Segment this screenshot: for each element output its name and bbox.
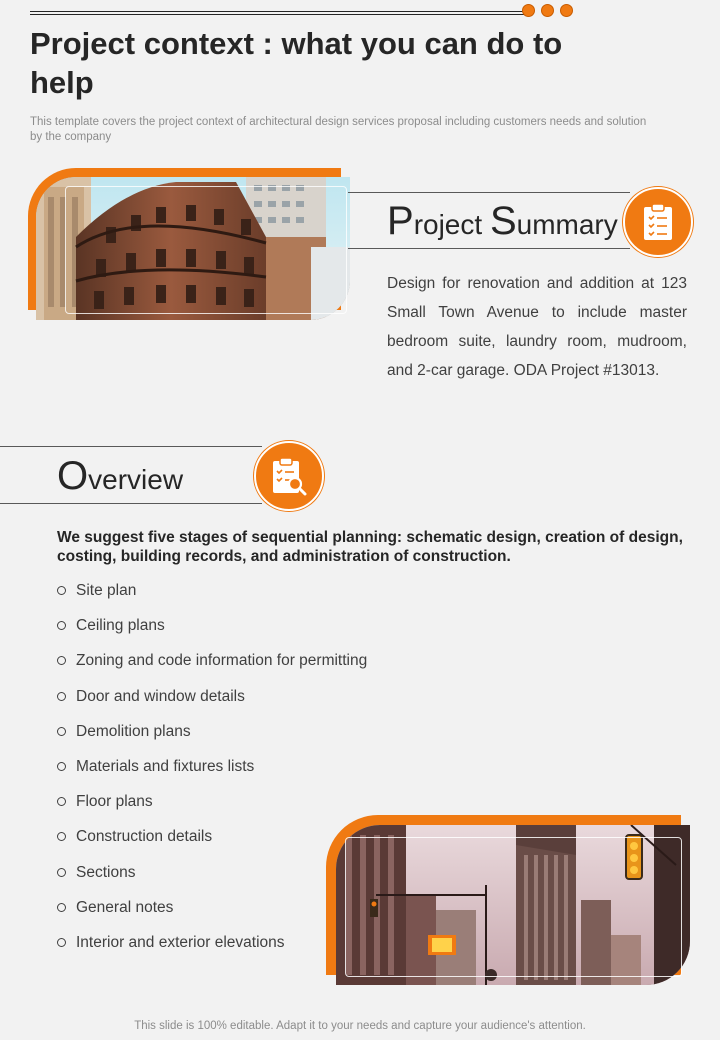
bullet-icon: [57, 797, 66, 806]
list-item-text: Sections: [76, 863, 136, 881]
street-photo-inner-border: [345, 837, 682, 977]
bullet-icon: [57, 586, 66, 595]
list-item: [57, 819, 367, 854]
list-item-text: Door and window details: [76, 687, 245, 705]
list-item: [57, 749, 367, 784]
bullet-icon: [57, 762, 66, 771]
overview-heading-rest: verview: [88, 464, 184, 495]
bullet-icon: [57, 621, 66, 630]
overview-rule-top: [0, 446, 262, 447]
list-item-text: Demolition plans: [76, 722, 191, 740]
header-rule-top: [30, 11, 525, 12]
list-item: [57, 643, 367, 678]
list-item: [57, 890, 367, 925]
summary-heading-rest1: roject: [413, 209, 490, 240]
deliverables-list: [57, 573, 367, 960]
clipboard-checklist-icon: [623, 187, 693, 257]
list-item: [57, 608, 367, 643]
list-item-text: Construction details: [76, 828, 213, 846]
bullet-icon: [57, 868, 66, 877]
bullet-icon: [57, 656, 66, 665]
list-item: [57, 784, 367, 819]
decor-dot-2: [541, 4, 554, 17]
bullet-icon: [57, 832, 66, 841]
list-item: [57, 679, 367, 714]
bullet-icon: [57, 692, 66, 701]
bullet-icon: [57, 903, 66, 912]
summary-heading-cap2: S: [489, 199, 517, 243]
summary-heading: [387, 199, 618, 243]
list-item-text: Materials and fixtures lists: [76, 757, 255, 775]
summary-text: Design for renovation and addition at 123 Small Town Avenue to include master bedroom suite, laundry room, mudroom, and 2-car garage. ODA Project #13013.: [387, 275, 687, 379]
list-item-text: Site plan: [76, 582, 137, 599]
overview-lead: We suggest five stages of sequential planning: schematic design, creation of design, costing, building records, and administration of construction.: [57, 529, 683, 565]
overview-heading: [57, 454, 184, 498]
bullet-icon: [57, 727, 66, 736]
list-item-text: Zoning and code information for permitting: [76, 652, 368, 670]
list-item: [57, 925, 367, 960]
decor-dot-1: [522, 4, 535, 17]
decor-dot-3: [560, 4, 573, 17]
header-rule-bottom: [30, 14, 525, 15]
list-item-text: General notes: [76, 898, 174, 916]
page-subtitle: This template covers the project context of architectural design services proposal including customers needs and solution by the company: [30, 116, 647, 143]
bullet-icon: [57, 938, 66, 947]
summary-heading-cap1: P: [387, 199, 414, 243]
list-item: [57, 714, 367, 749]
summary-heading-rest2: ummary: [516, 209, 618, 240]
overview-rule-bottom: [0, 503, 262, 504]
list-item-text: Interior and exterior elevations: [76, 933, 285, 951]
photo-inner-border: [65, 186, 347, 314]
clipboard-search-icon: [254, 441, 324, 511]
list-item-text: Floor plans: [76, 793, 153, 811]
overview-heading-cap: O: [57, 454, 89, 498]
page-title: Project context : what you can do to help: [30, 26, 563, 100]
list-item-text: Ceiling plans: [76, 617, 165, 635]
list-item: [57, 573, 367, 608]
summary-rule-bottom: [348, 248, 630, 249]
summary-rule-top: [348, 192, 630, 193]
list-item: [57, 855, 367, 890]
footer-note: This slide is 100% editable. Adapt it to your needs and capture your audience's attention.: [134, 1020, 586, 1032]
